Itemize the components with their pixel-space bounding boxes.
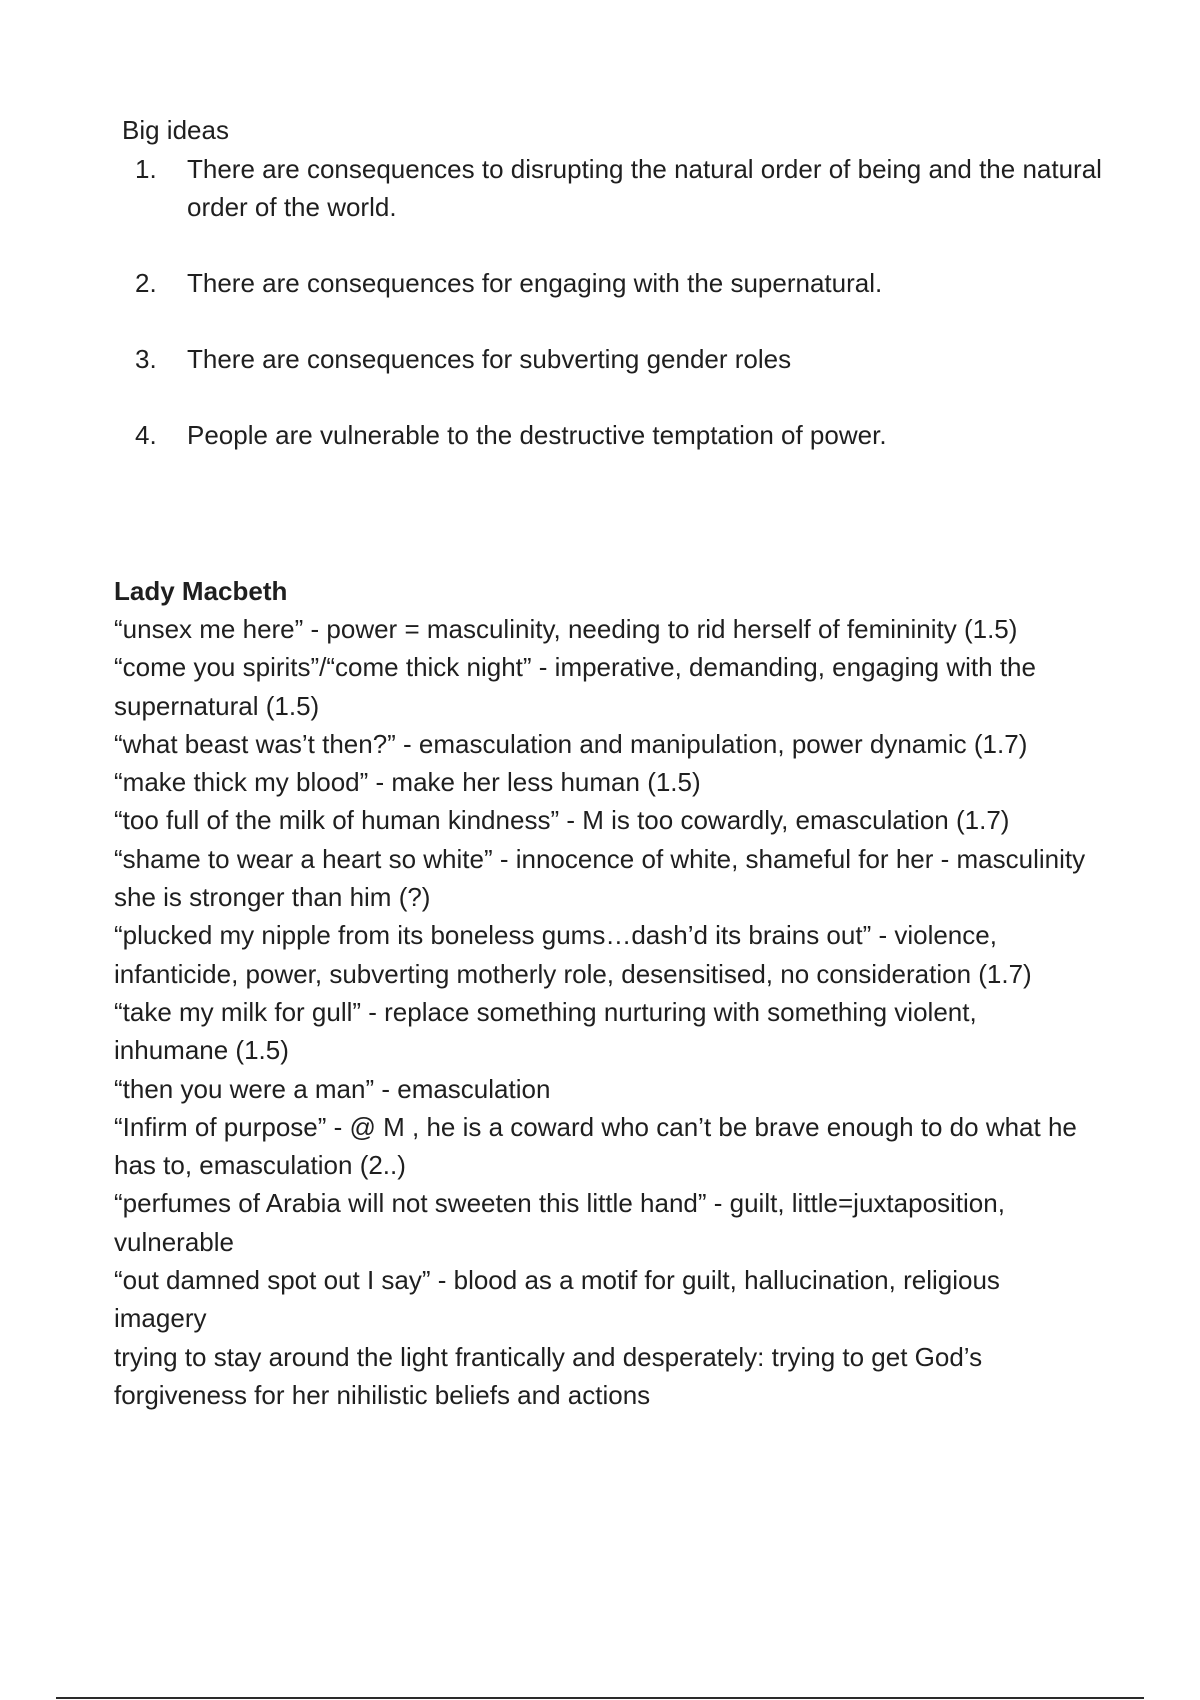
section-title: Lady Macbeth [114,576,288,606]
quote-note: “out damned spot out I say” - blood as a motif for guilt, hallucination, religious imagery [114,1265,1000,1334]
big-ideas-title: Big ideas [122,115,229,145]
quote-note: “what beast was’t then?” - emasculation and manipulation, power dynamic (1.7) [114,728,1028,759]
big-idea-text: There are consequences to disrupting the natural order of being and the natural order of the world. [187,154,1102,222]
quote-note: “perfumes of Arabia will not sweeten this little hand” - guilt, little=juxtaposition, vulnerable [114,1188,1005,1257]
quote-note: “make thick my blood” - make her less human (1.5) [114,767,701,798]
quote-note: “unsex me here” - power = masculinity, needing to rid herself of femininity (1.5) [114,614,1018,644]
big-idea-number: 3. [135,344,157,374]
quote-note: “shame to wear a heart so white” - innocence of white, shameful for her - masculinity she is stronger than him (?) [114,843,1086,913]
big-idea-number: 1. [135,154,157,184]
quote-note: “plucked my nipple from its boneless gums…dash’d its brains out” - violence, infanticide, power, subverting motherly role, desensitised, no consideration (1.7) [114,920,1032,989]
big-ideas-list [122,150,1102,454]
big-idea-text: There are consequences for subverting gender roles [187,344,792,374]
big-idea-item [122,264,1127,302]
quote-note: “too full of the milk of human kindness” - M is too cowardly, emasculation (1.7) [114,805,1010,836]
quote-note: “come you spirits”/“come thick night” - imperative, demanding, engaging with the supernatural (1.5) [114,652,1036,721]
big-idea-item [122,150,1127,226]
lady-macbeth-section [114,572,1089,1414]
big-idea-item [122,340,1127,378]
quote-note: “then you were a man” - emasculation [114,1073,551,1104]
quote-note: “Infirm of purpose” - @ M , he is a coward who can’t be brave enough to do what he has to, emasculation (2..) [114,1111,1077,1181]
quote-note: “take my milk for gull” - replace something nurturing with something violent, inhumane (1.5) [114,996,977,1066]
big-idea-item [122,416,1127,454]
big-idea-number: 4. [135,420,157,450]
quote-note: trying to stay around the light frantically and desperately: trying to get God’s forgiveness for her nihilistic beliefs and actions [114,1341,983,1410]
big-ideas-section [122,112,1102,492]
bottom-divider [56,1697,1144,1699]
big-idea-text: People are vulnerable to the destructive temptation of power. [187,420,887,450]
big-idea-text: There are consequences for engaging with the supernatural. [187,268,883,298]
big-idea-number: 2. [135,268,157,298]
